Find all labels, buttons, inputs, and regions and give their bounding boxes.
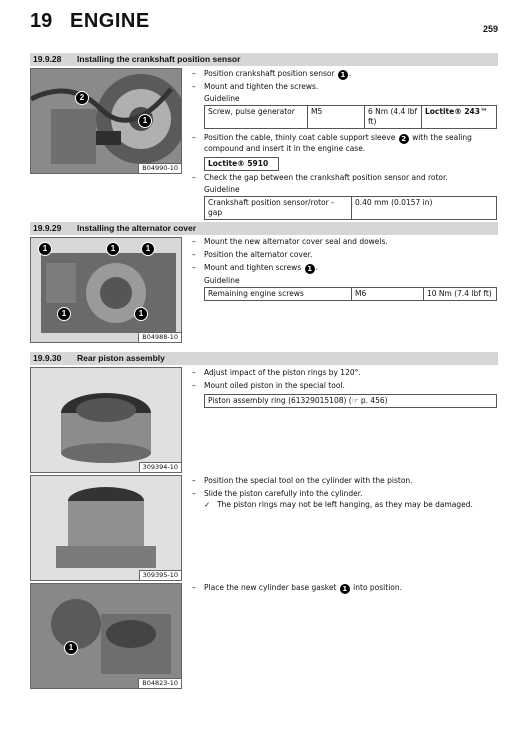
callout-1: 1 <box>38 242 52 256</box>
step-dash: – <box>192 583 196 592</box>
gap-name: Crankshaft position sensor/rotor - gap <box>205 197 352 220</box>
section-number: 19.9.28 <box>33 54 62 64</box>
step-dash: – <box>192 368 196 377</box>
image-caption: 309395-10 <box>139 570 181 580</box>
step-dash: – <box>192 489 196 498</box>
step-dash: – <box>192 250 196 259</box>
alternator-cover-photo <box>30 237 182 343</box>
page-number: 259 <box>482 24 498 34</box>
gap-value: 0.40 mm (0.0157 in) <box>352 197 497 220</box>
section-header-crankshaft-sensor <box>30 53 498 66</box>
step-text: Position the cable, thinly coat cable support sleeve <box>204 133 396 142</box>
page-header <box>30 10 498 36</box>
step-dash: – <box>192 82 196 91</box>
step-text: Slide the piston carefully into the cylinder. <box>204 489 363 498</box>
step-text-end: . <box>348 69 352 78</box>
section-header-rear-piston <box>30 352 498 365</box>
crankshaft-sensor-illustration <box>31 69 181 173</box>
crankshaft-sensor-photo <box>30 68 182 174</box>
callout-1: 1 <box>57 307 71 321</box>
step-text: Position the special tool on the cylinder with the piston. <box>204 476 413 485</box>
torque-value: 6 Nm (4.4 lbf ft) <box>365 106 422 129</box>
torque-table <box>204 287 497 301</box>
step-text: Mount and tighten screws <box>204 263 302 272</box>
image-caption: B04990-10 <box>138 163 181 173</box>
alternator-cover-illustration <box>31 238 181 342</box>
step-dash: – <box>192 69 196 78</box>
step-text: Mount oiled piston in the special tool. <box>204 381 345 390</box>
step-cable-sleeve <box>192 133 497 155</box>
piston-ring-tool-illustration <box>31 368 181 472</box>
step-dash: – <box>192 133 196 142</box>
step-text: Mount the new alternator cover seal and dowels. <box>204 237 388 246</box>
callout-1: 1 <box>106 242 120 256</box>
loctite-spec: Loctite® 5910 <box>205 158 279 171</box>
step-text: Check the gap between the crankshaft position sensor and rotor. <box>204 173 448 182</box>
section-title: Installing the alternator cover <box>77 223 197 233</box>
step-dash: – <box>192 381 196 390</box>
image-caption: B04823-10 <box>138 678 181 688</box>
step-dash: – <box>192 476 196 485</box>
piston-ring-tool-photo <box>30 367 182 473</box>
chapter-number: 19 <box>30 10 53 32</box>
guideline-label: Guideline <box>204 185 240 194</box>
callout-1: 1 <box>138 114 152 128</box>
guideline-label: Guideline <box>204 94 240 103</box>
cylinder-base-gasket-illustration <box>31 584 181 688</box>
callout-2: 2 <box>75 91 89 105</box>
step-text: Mount and tighten the screws. <box>204 82 319 91</box>
step-text: Adjust impact of the piston rings by 120°. <box>204 368 361 377</box>
step-text: Place the new cylinder base gasket <box>204 583 337 592</box>
loctite-box <box>204 157 279 171</box>
callout-1: 1 <box>141 242 155 256</box>
special-tool-box <box>204 394 497 408</box>
fastener-name: Remaining engine screws <box>205 288 352 301</box>
section-header-alternator-cover <box>30 222 498 235</box>
thread-size: M6 <box>352 288 424 301</box>
checkmark-icon: ✓ <box>204 500 211 509</box>
step-text-end: with the sealing compound and insert it in the engine case. <box>204 133 472 153</box>
special-tool-name: Piston assembly ring (61329015108) (☞ p. 456) <box>205 395 497 408</box>
step-text: Position crankshaft position sensor <box>204 69 335 78</box>
torque-value: 10 Nm (7.4 lbf ft) <box>424 288 497 301</box>
section-number: 19.9.30 <box>33 353 62 363</box>
step-dash: – <box>192 173 196 182</box>
fastener-name: Screw, pulse generator <box>205 106 308 129</box>
gap-table <box>204 196 497 220</box>
chapter-title: ENGINE <box>70 10 150 32</box>
step-text-end: . <box>315 263 319 272</box>
thread-size: M5 <box>308 106 365 129</box>
cylinder-base-gasket-photo <box>30 583 182 689</box>
guideline-label: Guideline <box>204 276 240 285</box>
piston-cylinder-photo <box>30 475 182 581</box>
check-text: The piston rings may not be left hanging, as they may be damaged. <box>217 500 473 509</box>
loctite-spec: Loctite® 243™ <box>422 106 497 129</box>
step-dash: – <box>192 263 196 272</box>
callout-1-ref: 1 <box>338 70 348 80</box>
callout-2-ref: 2 <box>399 134 409 144</box>
section-title: Installing the crankshaft position sensor <box>77 54 241 64</box>
section-number: 19.9.29 <box>33 223 62 233</box>
step-dash: – <box>192 237 196 246</box>
callout-1: 1 <box>134 307 148 321</box>
piston-cylinder-illustration <box>31 476 181 580</box>
step-text-end: into position. <box>353 583 403 592</box>
callout-1-ref: 1 <box>305 264 315 274</box>
callout-1: 1 <box>64 641 78 655</box>
section-title: Rear piston assembly <box>77 353 165 363</box>
image-caption: B04988-10 <box>138 332 181 342</box>
image-caption: 309394-10 <box>139 462 181 472</box>
step-text: Position the alternator cover. <box>204 250 313 259</box>
callout-1-ref: 1 <box>340 584 350 594</box>
torque-table <box>204 105 497 129</box>
